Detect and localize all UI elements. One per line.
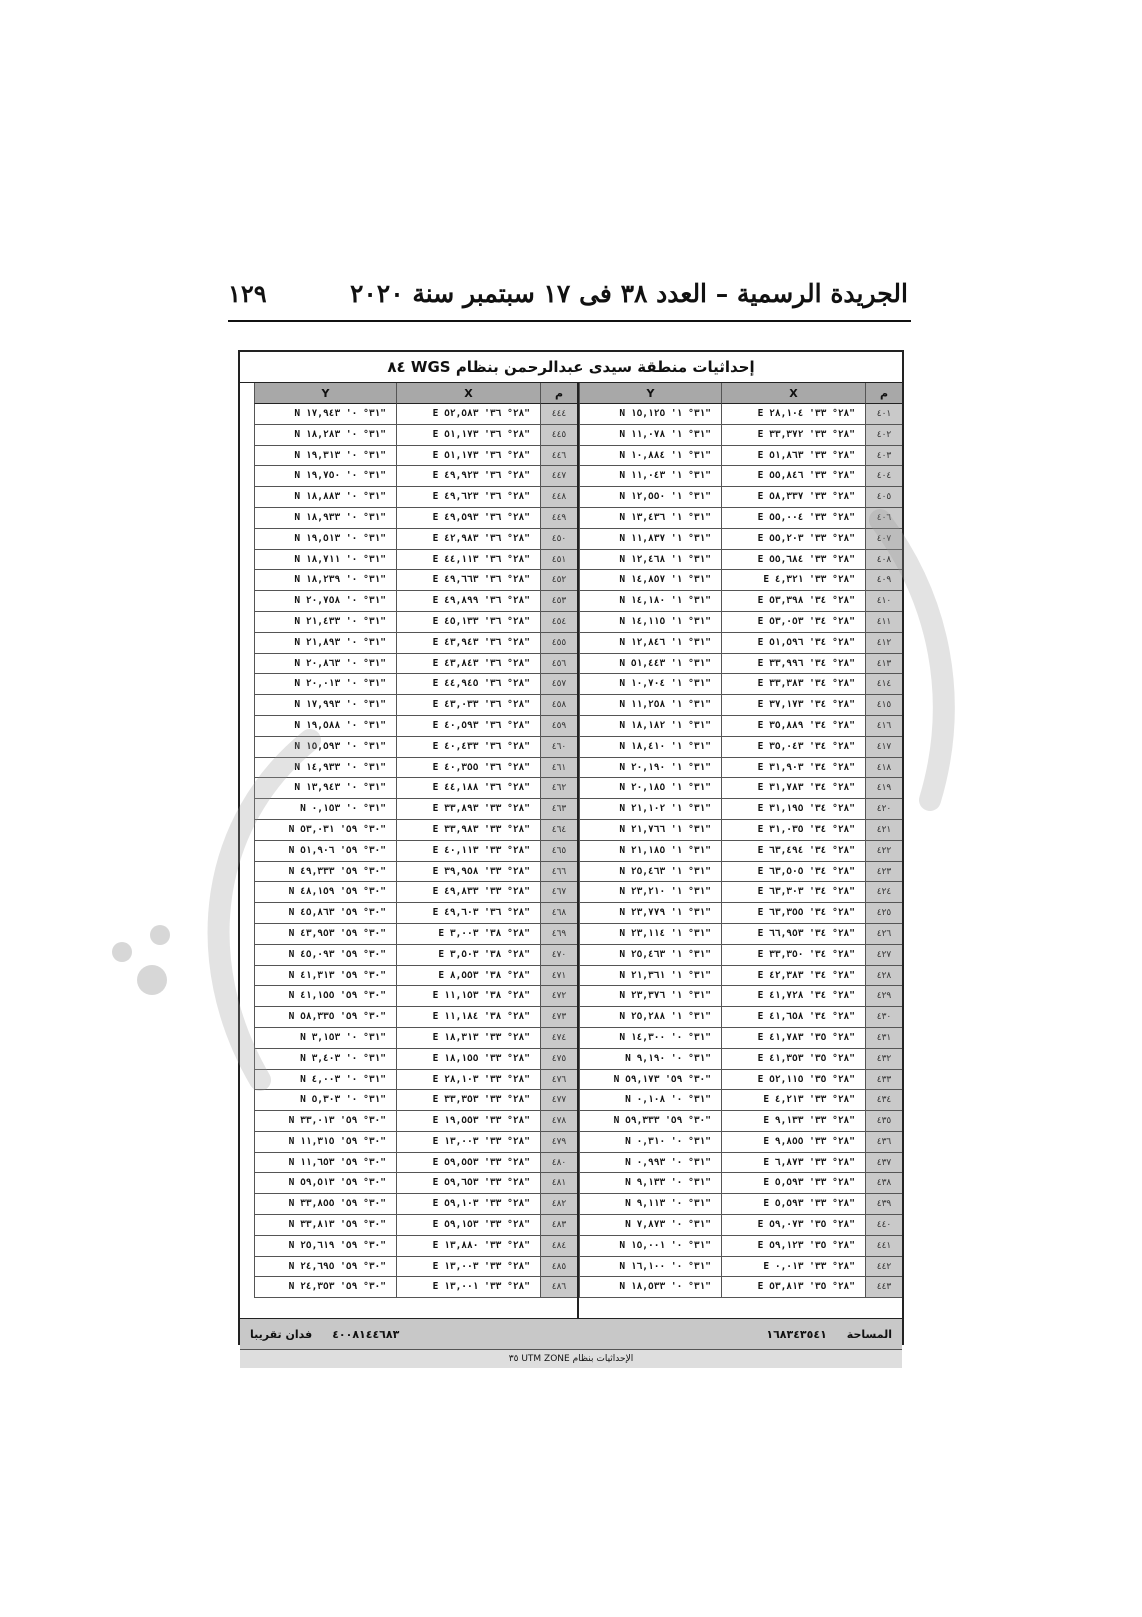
x-coordinate: E ٢٨° ٣٥' ٤١,٧٨٣" (721, 1028, 865, 1049)
point-index: ٤٦٠ (540, 737, 577, 758)
y-coordinate: N ٣١° ٠' ١٧,٩٤٣" (254, 404, 396, 425)
x-coordinate: E ٢٨° ٣٤' ٣٥,٠٤٣" (721, 737, 865, 758)
x-coordinate: E ٢٨° ٣٣' ٣٣,٣٧٢" (721, 425, 865, 446)
x-coordinate: E ٢٨° ٣٤' ٦٣,٣٥٥" (721, 903, 865, 924)
y-coordinate: N ٣١° ١' ١١,٠٧٨" (579, 425, 721, 446)
x-coordinate: E ٢٨° ٣٣' ٥٩,١٥٣" (396, 1215, 540, 1236)
y-coordinate: N ٣١° ٠' ١٩,٧٥٠" (254, 466, 396, 487)
y-coordinate: N ٣١° ١' ١٢,٤٦٨" (579, 550, 721, 571)
x-coordinate: E ٢٨° ٣٦' ٤٩,٩٢٣" (396, 466, 540, 487)
y-coordinate: N ٣١° ١' ١١,٢٥٨" (579, 695, 721, 716)
point-index: ٤٢٥ (865, 903, 902, 924)
x-coordinate: E ٢٨° ٣٤' ٣١,٠٣٥" (721, 820, 865, 841)
x-coordinate: E ٢٨° ٣٣' ١٣,٠٠٣" (396, 1257, 540, 1278)
y-coordinate: N ٣١° ١' ٢٥,٤٦٣" (579, 862, 721, 883)
y-coordinate: N ٣١° ٠' ٤,٠٠٣" (254, 1070, 396, 1091)
point-index: ٤٥٦ (540, 654, 577, 675)
y-coordinate: N ٣١° ٠' ١٤,٩٣٣" (254, 758, 396, 779)
x-coordinate: E ٢٨° ٣٦' ٤٩,٥٩٣" (396, 508, 540, 529)
point-index: ٤٦٢ (540, 778, 577, 799)
point-index: ٤٠٣ (865, 446, 902, 467)
x-coordinate: E ٢٨° ٣٣' ٤٠,١١٣" (396, 841, 540, 862)
y-coordinate: N ٣٠° ٥٩' ٤٥,٨٦٣" (254, 903, 396, 924)
gazette-title: الجريدة الرسمية – العدد ٣٨ فى ١٧ سبتمبر سنة ٢٠٢٠ (349, 278, 908, 308)
y-coordinate: N ٣٠° ٥٩' ٤٩,٣٣٣" (254, 862, 396, 883)
y-coordinate: N ٣٠° ٥٩' ٤٥,٠٩٣" (254, 945, 396, 966)
point-index: ٤٥٩ (540, 716, 577, 737)
x-coordinate: E ٢٨° ٣٥' ٥٩,٠٧٣" (721, 1215, 865, 1236)
page-number: ١٢٩ (228, 278, 267, 308)
y-coordinate: N ٣١° ٠' ١٨,٨٨٣" (254, 487, 396, 508)
x-coordinate: E ٢٨° ٣٣' ٣٣,٩٨٣" (396, 820, 540, 841)
y-coordinate: N ٣١° ١' ٢٣,٣٧٦" (579, 986, 721, 1007)
x-coordinate: E ٢٨° ٣٣' ٥٨,٣٣٧" (721, 487, 865, 508)
y-column (254, 383, 396, 1318)
point-index: ٤١٤ (865, 674, 902, 695)
y-coordinate: N ٣٠° ٥٩' ٥٩,٥١٣" (254, 1173, 396, 1194)
y-coordinate: N ٣١° ٠' ١٨,٢٣٩" (254, 570, 396, 591)
x-coordinate: E ٢٨° ٣٤' ٦٣,٣٠٣" (721, 882, 865, 903)
point-index: ٤٠٢ (865, 425, 902, 446)
area-footer (240, 1318, 902, 1349)
point-index: ٤٥٠ (540, 529, 577, 550)
y-coordinate: N ٣١° ١' ١٤,١٨٠" (579, 591, 721, 612)
point-index: ٤٢٠ (865, 799, 902, 820)
point-index: ٤٧٨ (540, 1111, 577, 1132)
x-coordinate: E ٢٨° ٣٣' ٢٨,١٠٣" (396, 1070, 540, 1091)
y-coordinate: N ٣١° ٠' ٢٠,٨٦٣" (254, 654, 396, 675)
x-coordinate: E ٢٨° ٣٤' ٣١,٩٠٣" (721, 758, 865, 779)
point-index: ٤١٦ (865, 716, 902, 737)
point-index: ٤٧٣ (540, 1007, 577, 1028)
point-index: ٤٥١ (540, 550, 577, 571)
y-coordinate: N ٣١° ٠' ٠,٩٩٣" (579, 1153, 721, 1174)
x-coordinate: E ٢٨° ٣٣' ٥٩,٥٥٣" (396, 1153, 540, 1174)
y-coordinate: N ٣١° ١' ١٨,٤١٠" (579, 737, 721, 758)
x-coordinate: E ٢٨° ٣٣' ٤٩,٨٣٣" (396, 882, 540, 903)
point-index: ٤٧٢ (540, 986, 577, 1007)
point-index: ٤٢٣ (865, 862, 902, 883)
table-half-right (579, 383, 902, 1318)
y-coordinate: N ٣٠° ٥٩' ٢٥,٦١٩" (254, 1236, 396, 1257)
area-acres-label: فدان تقريبا (250, 1327, 313, 1341)
point-index: ٤٨١ (540, 1173, 577, 1194)
point-index: ٤٥٧ (540, 674, 577, 695)
y-coordinate: N ٣١° ٠' ٣,٤٠٣" (254, 1049, 396, 1070)
x-coordinate: E ٢٨° ٣٣' ٥,٥٩٣" (721, 1173, 865, 1194)
point-index: ٤٤٣ (865, 1277, 902, 1298)
point-index: ٤١٧ (865, 737, 902, 758)
x-coordinate: E ٢٨° ٣٦' ٤٢,٩٨٣" (396, 529, 540, 550)
point-index: ٤٤٢ (865, 1257, 902, 1278)
y-coordinate: N ٣١° ١' ٢٣,٧٧٩" (579, 903, 721, 924)
point-index: ٤٦٥ (540, 841, 577, 862)
point-index: ٤٦٧ (540, 882, 577, 903)
point-index: ٤٠٩ (865, 570, 902, 591)
x-coordinate: E ٢٨° ٣٣' ٤,٣٢١" (721, 570, 865, 591)
point-index: ٤٥٣ (540, 591, 577, 612)
x-coordinate: E ٢٨° ٣٤' ٣٣,٩٩٦" (721, 654, 865, 675)
y-coordinate: N ٣١° ٠' ١٩,٥١٣" (254, 529, 396, 550)
x-coordinate: E ٢٨° ٣٥' ٥٣,٨١٣" (721, 1277, 865, 1298)
y-coordinate: N ٣١° ٠' ١٣,٩٤٣" (254, 778, 396, 799)
point-index: ٤٨٦ (540, 1277, 577, 1298)
point-index: ٤٠٦ (865, 508, 902, 529)
point-index: ٤٧٩ (540, 1132, 577, 1153)
x-coordinate: E ٢٨° ٣٦' ٤٤,١٨٨" (396, 778, 540, 799)
x-column (721, 383, 865, 1318)
point-index: ٤٣٣ (865, 1070, 902, 1091)
point-index: ٤٧٤ (540, 1028, 577, 1049)
x-coordinate: E ٢٨° ٣٦' ٤٥,١٣٣" (396, 612, 540, 633)
x-coordinate: E ٢٨° ٣٣' ١٩,٥٥٣" (396, 1111, 540, 1132)
index-column (540, 383, 577, 1318)
x-coordinate: E ٢٨° ٣٣' ١٣,٨٨٠" (396, 1236, 540, 1257)
point-index: ٤٦٤ (540, 820, 577, 841)
y-coordinate: N ٣٠° ٥٩' ٤٨,١٥٩" (254, 882, 396, 903)
x-coordinate: E ٢٨° ٣٥' ٥٩,١٢٣" (721, 1236, 865, 1257)
point-index: ٤٤٥ (540, 425, 577, 446)
point-index: ٤٢٢ (865, 841, 902, 862)
y-coordinate: N ٣٠° ٥٩' ٤٣,٩٥٣" (254, 924, 396, 945)
point-index: ٤١٨ (865, 758, 902, 779)
y-coordinate: N ٣٠° ٥٩' ٥٨,٣٣٥" (254, 1007, 396, 1028)
x-coordinate: E ٢٨° ٣٦' ٥١,١٧٣" (396, 425, 540, 446)
x-coordinate: E ٢٨° ٣٨' ١١,١٨٤" (396, 1007, 540, 1028)
header-y: Y (579, 383, 721, 404)
point-index: ٤٢١ (865, 820, 902, 841)
x-coordinate: E ٢٨° ٣٣' ٥٥,٢٠٣" (721, 529, 865, 550)
y-coordinate: N ٣١° ٠' ٢٠,٧٥٨" (254, 591, 396, 612)
y-coordinate: N ٣١° ٠' ٣,١٥٣" (254, 1028, 396, 1049)
x-column (396, 383, 540, 1318)
point-index: ٤٣٥ (865, 1111, 902, 1132)
y-coordinate: N ٣١° ٠' ١٨,٩٣٣" (254, 508, 396, 529)
x-coordinate: E ٢٨° ٣٦' ٥٢,٥٨٣" (396, 404, 540, 425)
x-coordinate: E ٢٨° ٣٥' ٤١,٣٥٣" (721, 1049, 865, 1070)
point-index: ٤٣٠ (865, 1007, 902, 1028)
x-coordinate: E ٢٨° ٣٨' ٣,٥٠٣" (396, 945, 540, 966)
point-index: ٤٧٠ (540, 945, 577, 966)
y-coordinate: N ٣١° ١' ١٢,٥٥٠" (579, 487, 721, 508)
x-coordinate: E ٢٨° ٣٤' ٣٥,٨٨٩" (721, 716, 865, 737)
x-coordinate: E ٢٨° ٣٤' ٥٣,٣٩٨" (721, 591, 865, 612)
y-coordinate: N ٣٠° ٥٩' ٥١,٩٠٦" (254, 841, 396, 862)
x-coordinate: E ٢٨° ٣٤' ٣٣,٣٨٣" (721, 674, 865, 695)
point-index: ٤٣١ (865, 1028, 902, 1049)
x-coordinate: E ٢٨° ٣٦' ٤٣,٨٤٣" (396, 654, 540, 675)
x-coordinate: E ٢٨° ٣٥' ٥٢,١١٥" (721, 1070, 865, 1091)
point-index: ٤٥٨ (540, 695, 577, 716)
y-coordinate: N ٣٠° ٥٩' ٥٣,٠٣١" (254, 820, 396, 841)
point-index: ٤١١ (865, 612, 902, 633)
y-coordinate: N ٣١° ٠' ١٥,٥٩٣" (254, 737, 396, 758)
point-index: ٤٨٥ (540, 1257, 577, 1278)
y-coordinate: N ٣١° ١' ١٢,٨٤٦" (579, 633, 721, 654)
point-index: ٤٦٨ (540, 903, 577, 924)
y-coordinate: N ٣٠° ٥٩' ٥٩,٣٣٣" (579, 1111, 721, 1132)
point-index: ٤٢٦ (865, 924, 902, 945)
y-coordinate: N ٣١° ٠' ١٨,٢٨٣" (254, 425, 396, 446)
x-coordinate: E ٢٨° ٣٣' ١٨,٣١٣" (396, 1028, 540, 1049)
point-index: ٤٢٨ (865, 966, 902, 987)
y-coordinate: N ٣١° ٠' ١٩,٣١٣" (254, 446, 396, 467)
x-coordinate: E ٢٨° ٣٣' ٢٨,١٠٤" (721, 404, 865, 425)
x-coordinate: E ٢٨° ٣٤' ٣١,١٩٥" (721, 799, 865, 820)
y-coordinate: N ٣١° ٠' ٩,١٩٠" (579, 1049, 721, 1070)
y-coordinate: N ٣١° ٠' ٠,٣١٠" (579, 1132, 721, 1153)
page-header (228, 268, 908, 318)
y-coordinate: N ٣١° ٠' ١٦,١٠٠" (579, 1257, 721, 1278)
y-coordinate: N ٣٠° ٥٩' ٢٤,٦٩٥" (254, 1257, 396, 1278)
point-index: ٤٤٦ (540, 446, 577, 467)
point-index: ٤٤٩ (540, 508, 577, 529)
y-coordinate: N ٣٠° ٥٩' ١١,٣١٥" (254, 1132, 396, 1153)
y-coordinate: N ٣١° ١' ٥١,٤٤٣" (579, 654, 721, 675)
x-coordinate: E ٢٨° ٣٤' ٤١,٧٢٨" (721, 986, 865, 1007)
x-coordinate: E ٢٨° ٣٨' ٣,٠٠٣" (396, 924, 540, 945)
x-coordinate: E ٢٨° ٣٣' ١٨,١٥٥" (396, 1049, 540, 1070)
point-index: ٤١٥ (865, 695, 902, 716)
point-index: ٤٨٤ (540, 1236, 577, 1257)
x-coordinate: E ٢٨° ٣٤' ٤١,٦٥٨" (721, 1007, 865, 1028)
point-index: ٤٠٥ (865, 487, 902, 508)
point-index: ٤١٠ (865, 591, 902, 612)
point-index: ٤٧٦ (540, 1070, 577, 1091)
x-coordinate: E ٢٨° ٣٦' ٤٤,٩٤٥" (396, 674, 540, 695)
y-coordinate: N ٣١° ١' ١٣,٤٣٦" (579, 508, 721, 529)
y-coordinate: N ٣١° ١' ١٠,٨٨٤" (579, 446, 721, 467)
area-acres-value: ٤٠٠٨١٤٤٦٨٣ (332, 1327, 400, 1341)
x-coordinate: E ٢٨° ٣٤' ٣٧,١٧٣" (721, 695, 865, 716)
y-coordinate: N ٣١° ١' ٢٠,١٩٠" (579, 758, 721, 779)
point-index: ٤٠٧ (865, 529, 902, 550)
y-coordinate: N ٣١° ٠' ٩,١٣٣" (579, 1173, 721, 1194)
point-index: ٤٣٢ (865, 1049, 902, 1070)
point-index: ٤٤٤ (540, 404, 577, 425)
y-coordinate: N ٣٠° ٥٩' ٣٣,٠١٣" (254, 1111, 396, 1132)
point-index: ٤٠٨ (865, 550, 902, 571)
y-coordinate: N ٣١° ٠' ٠,١٠٨" (579, 1090, 721, 1111)
x-coordinate: E ٢٨° ٣٨' ١١,١٥٣" (396, 986, 540, 1007)
y-coordinate: N ٣١° ٠' ٢١,٨٩٣" (254, 633, 396, 654)
x-coordinate: E ٢٨° ٣٦' ٤٤,١١٣" (396, 550, 540, 571)
point-index: ٤٥٤ (540, 612, 577, 633)
point-index: ٤١٩ (865, 778, 902, 799)
y-coordinate: N ٣٠° ٥٩' ٤١,٣١٣" (254, 966, 396, 987)
x-coordinate: E ٢٨° ٣٤' ٣١,٧٨٣" (721, 778, 865, 799)
point-index: ٤٤٠ (865, 1215, 902, 1236)
header-index: م (540, 383, 577, 404)
y-coordinate: N ٣١° ١' ١٠,٧٠٤" (579, 674, 721, 695)
y-coordinate: N ٣١° ١' ٢١,١٠٢" (579, 799, 721, 820)
point-index: ٤٢٧ (865, 945, 902, 966)
x-coordinate: E ٢٨° ٣٤' ٦٣,٥٠٥" (721, 862, 865, 883)
header-index: م (865, 383, 902, 404)
x-coordinate: E ٢٨° ٣٦' ٤٣,٩٤٣" (396, 633, 540, 654)
table-half-left (254, 383, 579, 1318)
y-coordinate: N ٣١° ١' ١٤,٨٥٧" (579, 570, 721, 591)
x-coordinate: E ٢٨° ٣٦' ٥١,١٧٣" (396, 446, 540, 467)
y-coordinate: N ٣٠° ٥٩' ٣٣,٨٥٥" (254, 1194, 396, 1215)
y-coordinate: N ٣١° ٠' ٧,٨٧٣" (579, 1215, 721, 1236)
index-column (865, 383, 902, 1318)
point-index: ٤٤٧ (540, 466, 577, 487)
x-coordinate: E ٢٨° ٣٣' ٥٩,٦٥٣" (396, 1173, 540, 1194)
x-coordinate: E ٢٨° ٣٣' ١٣,٠٠١" (396, 1277, 540, 1298)
header-x: X (721, 383, 865, 404)
x-coordinate: E ٢٨° ٣٤' ٦٣,٤٩٤" (721, 841, 865, 862)
y-coordinate: N ٣١° ١' ٢١,١٨٥" (579, 841, 721, 862)
y-coordinate: N ٣١° ٠' ١٨,٧١١" (254, 550, 396, 571)
x-coordinate: E ٢٨° ٣٣' ٣٣,٣٥٣" (396, 1090, 540, 1111)
point-index: ٤٧١ (540, 966, 577, 987)
y-column (579, 383, 721, 1318)
x-coordinate: E ٢٨° ٣٦' ٤٩,٨٩٩" (396, 591, 540, 612)
header-y: Y (254, 383, 396, 404)
y-coordinate: N ٣١° ١' ١٥,١٢٥" (579, 404, 721, 425)
x-coordinate: E ٢٨° ٣٣' ١٣,٠٠٣" (396, 1132, 540, 1153)
x-coordinate: E ٢٨° ٣٣' ٤,٢١٣" (721, 1090, 865, 1111)
x-coordinate: E ٢٨° ٣٣' ٩,٨٥٥" (721, 1132, 865, 1153)
point-index: ٤٧٥ (540, 1049, 577, 1070)
x-coordinate: E ٢٨° ٣٤' ٣٣,٣٥٠" (721, 945, 865, 966)
table-grid (240, 383, 902, 1318)
y-coordinate: N ٣٠° ٥٩' ٣٣,٨١٣" (254, 1215, 396, 1236)
y-coordinate: N ٣١° ١' ١١,٨٣٧" (579, 529, 721, 550)
point-index: ٤٦٦ (540, 862, 577, 883)
x-coordinate: E ٢٨° ٣٦' ٤٩,٦٠٣" (396, 903, 540, 924)
y-coordinate: N ٣١° ١' ١٤,١١٥" (579, 612, 721, 633)
x-coordinate: E ٢٨° ٣٣' ٦,٨٧٣" (721, 1153, 865, 1174)
point-index: ٤٥٥ (540, 633, 577, 654)
y-coordinate: N ٣٠° ٥٩' ٤١,١٥٥" (254, 986, 396, 1007)
y-coordinate: N ٣١° ١' ١٨,١٨٢" (579, 716, 721, 737)
x-coordinate: E ٢٨° ٣٦' ٤٩,٦٢٣" (396, 487, 540, 508)
x-coordinate: E ٢٨° ٣٦' ٤٣,٠٣٣" (396, 695, 540, 716)
point-index: ٤٦٩ (540, 924, 577, 945)
x-coordinate: E ٢٨° ٣٣' ٥٥,٦٨٤" (721, 550, 865, 571)
area-label: المساحة (846, 1327, 892, 1341)
x-coordinate: E ٢٨° ٣٣' ٣٩,٩٥٨" (396, 862, 540, 883)
x-coordinate: E ٢٨° ٣٣' ٩,١٣٣" (721, 1111, 865, 1132)
point-index: ٤٨٣ (540, 1215, 577, 1236)
x-coordinate: E ٢٨° ٣٣' ٥٥,٨٤٦" (721, 466, 865, 487)
utm-note: الإحداثيات بنظام UTM ZONE ٣٥ (240, 1349, 902, 1368)
x-coordinate: E ٢٨° ٣٣' ٠,٠١٣" (721, 1257, 865, 1278)
table-title: إحداثيات منطقة سيدى عبدالرحمن بنظام WGS ٨٤ (240, 352, 902, 383)
x-coordinate: E ٢٨° ٣٤' ٥١,٥٩٦" (721, 633, 865, 654)
point-index: ٤٧٧ (540, 1090, 577, 1111)
y-coordinate: N ٣٠° ٥٩' ٥٩,١٧٣" (579, 1070, 721, 1091)
point-index: ٤٣٩ (865, 1194, 902, 1215)
point-index: ٤٣٤ (865, 1090, 902, 1111)
header-x: X (396, 383, 540, 404)
y-coordinate: N ٣١° ٠' ١٤,٣٠٠" (579, 1028, 721, 1049)
point-index: ٤٨٠ (540, 1153, 577, 1174)
point-index: ٤٦١ (540, 758, 577, 779)
header-rule (228, 320, 911, 322)
point-index: ٤١٣ (865, 654, 902, 675)
point-index: ٤٣٦ (865, 1132, 902, 1153)
y-coordinate: N ٣١° ٠' ٥,٣٠٣" (254, 1090, 396, 1111)
y-coordinate: N ٣١° ١' ٢١,٣٦١" (579, 966, 721, 987)
x-coordinate: E ٢٨° ٣٦' ٤٩,٦٦٣" (396, 570, 540, 591)
y-coordinate: N ٣١° ١' ٢٣,٢١٠" (579, 882, 721, 903)
point-index: ٤٢٤ (865, 882, 902, 903)
x-coordinate: E ٢٨° ٣٣' ٥٥,٠٠٤" (721, 508, 865, 529)
y-coordinate: N ٣١° ١' ٢٥,٢٨٨" (579, 1007, 721, 1028)
point-index: ٤٤١ (865, 1236, 902, 1257)
point-index: ٤٠١ (865, 404, 902, 425)
point-index: ٤٤٨ (540, 487, 577, 508)
point-index: ٤٣٧ (865, 1153, 902, 1174)
y-coordinate: N ٣٠° ٥٩' ١١,٦٥٣" (254, 1153, 396, 1174)
x-coordinate: E ٢٨° ٣٤' ٤٢,٣٨٣" (721, 966, 865, 987)
y-coordinate: N ٣١° ٠' ٢٠,٠١٣" (254, 674, 396, 695)
y-coordinate: N ٣١° ٠' ١٩,٥٨٨" (254, 716, 396, 737)
y-coordinate: N ٣١° ١' ٢٣,١١٤" (579, 924, 721, 945)
point-index: ٤٦٣ (540, 799, 577, 820)
y-coordinate: N ٣١° ٠' ٩,١١٣" (579, 1194, 721, 1215)
point-index: ٤٢٩ (865, 986, 902, 1007)
y-coordinate: N ٣١° ١' ١١,٠٤٣" (579, 466, 721, 487)
y-coordinate: N ٣١° ١' ٢٠,١٨٥" (579, 778, 721, 799)
x-coordinate: E ٢٨° ٣٣' ٣٣,٨٩٣" (396, 799, 540, 820)
y-coordinate: N ٣١° ١' ٢١,٧٦٦" (579, 820, 721, 841)
x-coordinate: E ٢٨° ٣٣' ٥٩,١٠٣" (396, 1194, 540, 1215)
y-coordinate: N ٣١° ٠' ٢١,٤٣٣" (254, 612, 396, 633)
x-coordinate: E ٢٨° ٣٤' ٥٣,٠٥٣" (721, 612, 865, 633)
y-coordinate: N ٣١° ١' ٢٥,٤٦٣" (579, 945, 721, 966)
x-coordinate: E ٢٨° ٣٣' ٥,٥٩٣" (721, 1194, 865, 1215)
point-index: ٤٨٢ (540, 1194, 577, 1215)
point-index: ٤١٢ (865, 633, 902, 654)
x-coordinate: E ٢٨° ٣٤' ٦٦,٩٥٣" (721, 924, 865, 945)
y-coordinate: N ٣١° ٠' ١٨,٥٣٣" (579, 1277, 721, 1298)
y-coordinate: N ٣٠° ٥٩' ٢٤,٣٥٣" (254, 1277, 396, 1298)
x-coordinate: E ٢٨° ٣٣' ٥١,٨٦٣" (721, 446, 865, 467)
y-coordinate: N ٣١° ٠' ١٧,٩٩٣" (254, 695, 396, 716)
point-index: ٤٣٨ (865, 1173, 902, 1194)
y-coordinate: N ٣١° ٠' ٠,١٥٣" (254, 799, 396, 820)
x-coordinate: E ٢٨° ٣٨' ٨,٥٥٣" (396, 966, 540, 987)
coordinates-table (238, 350, 904, 1364)
area-value: ١٦٨٣٤٣٥٤١ (766, 1327, 827, 1341)
point-index: ٤٠٤ (865, 466, 902, 487)
x-coordinate: E ٢٨° ٣٦' ٤٠,٥٩٣" (396, 716, 540, 737)
point-index: ٤٥٢ (540, 570, 577, 591)
x-coordinate: E ٢٨° ٣٦' ٤٠,٣٥٥" (396, 758, 540, 779)
x-coordinate: E ٢٨° ٣٦' ٤٠,٤٣٣" (396, 737, 540, 758)
y-coordinate: N ٣١° ٠' ١٥,٠٠١" (579, 1236, 721, 1257)
